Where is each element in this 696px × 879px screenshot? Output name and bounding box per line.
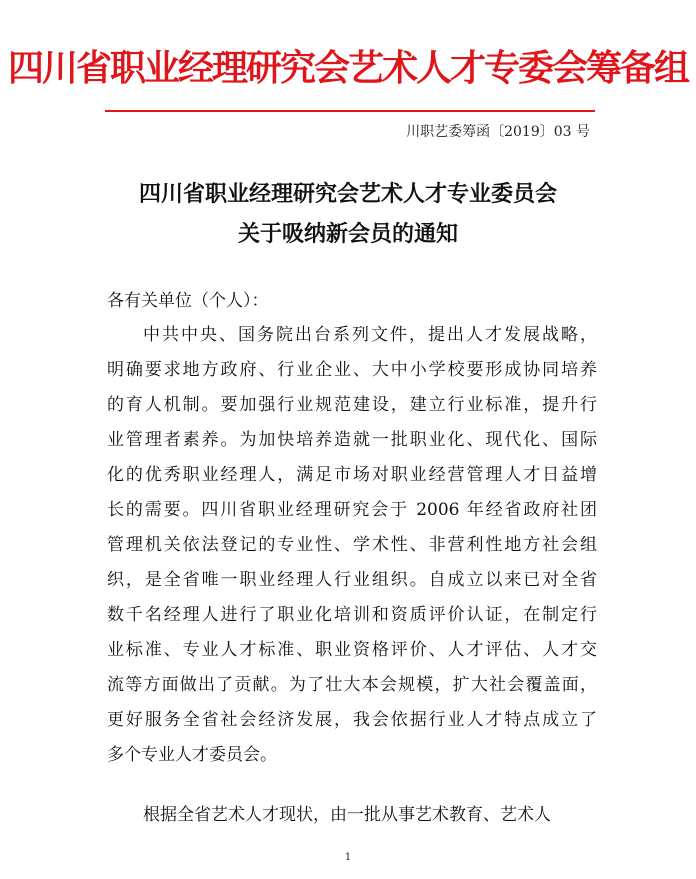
paragraph-line: 根据全省艺术人才现状，由一批从事艺术教育、艺术人: [143, 805, 551, 825]
paragraph-line: 化的优秀职业经理人，满足市场对职业经营管理人才日益增: [107, 465, 597, 485]
body-paragraph-2: [107, 798, 597, 833]
paragraph-line: 织，是全省唯一职业经理人行业组织。自成立以来已对全省: [107, 570, 597, 590]
paragraph-line: 长的需要。四川省职业经理研究会于 2006 年经省政府社团: [107, 500, 597, 520]
paragraph-line: 中共中央、国务院出台系列文件，提出人才发展战略，: [143, 325, 597, 345]
salutation: 各有关单位（个人）：: [107, 291, 269, 311]
paragraph-line: 多个专业人才委员会。: [107, 745, 277, 765]
paragraph-line: 业管理者素养。为加快培养造就一批职业化、现代化、国际: [107, 430, 597, 450]
page-number: 1: [344, 852, 352, 863]
notice-title-line-2: 关于吸纳新会员的通知: [237, 221, 458, 247]
document-number: 川职艺委筹函〔2019〕03 号: [406, 124, 590, 140]
letterhead-red-rule: [105, 110, 595, 112]
body-paragraph-1: [107, 318, 597, 773]
paragraph-line: 的育人机制。要加强行业规范建设，建立行业标准，提升行: [107, 395, 597, 415]
paragraph-line: 明确要求地方政府、行业企业、大中小学校要形成协同培养: [107, 360, 597, 380]
paragraph-line: 业标准、专业人才标准、职业资格评价、人才评估、人才交: [107, 640, 597, 660]
notice-title-line-1: 四川省职业经理研究会艺术人才专业委员会: [138, 181, 557, 207]
paragraph-line: 管理机关依法登记的专业性、学术性、非营利性地方社会组: [107, 535, 597, 555]
paragraph-line: 更好服务全省社会经济发展，我会依据行业人才特点成立了: [107, 710, 597, 730]
letterhead-title: 四川省职业经理研究会艺术人才专委会筹备组: [7, 47, 688, 89]
paragraph-line: 流等方面做出了贡献。为了壮大本会规模，扩大社会覆盖面，: [107, 675, 597, 695]
paragraph-line: 数千名经理人进行了职业化培训和资质评价认证，在制定行: [107, 605, 597, 625]
